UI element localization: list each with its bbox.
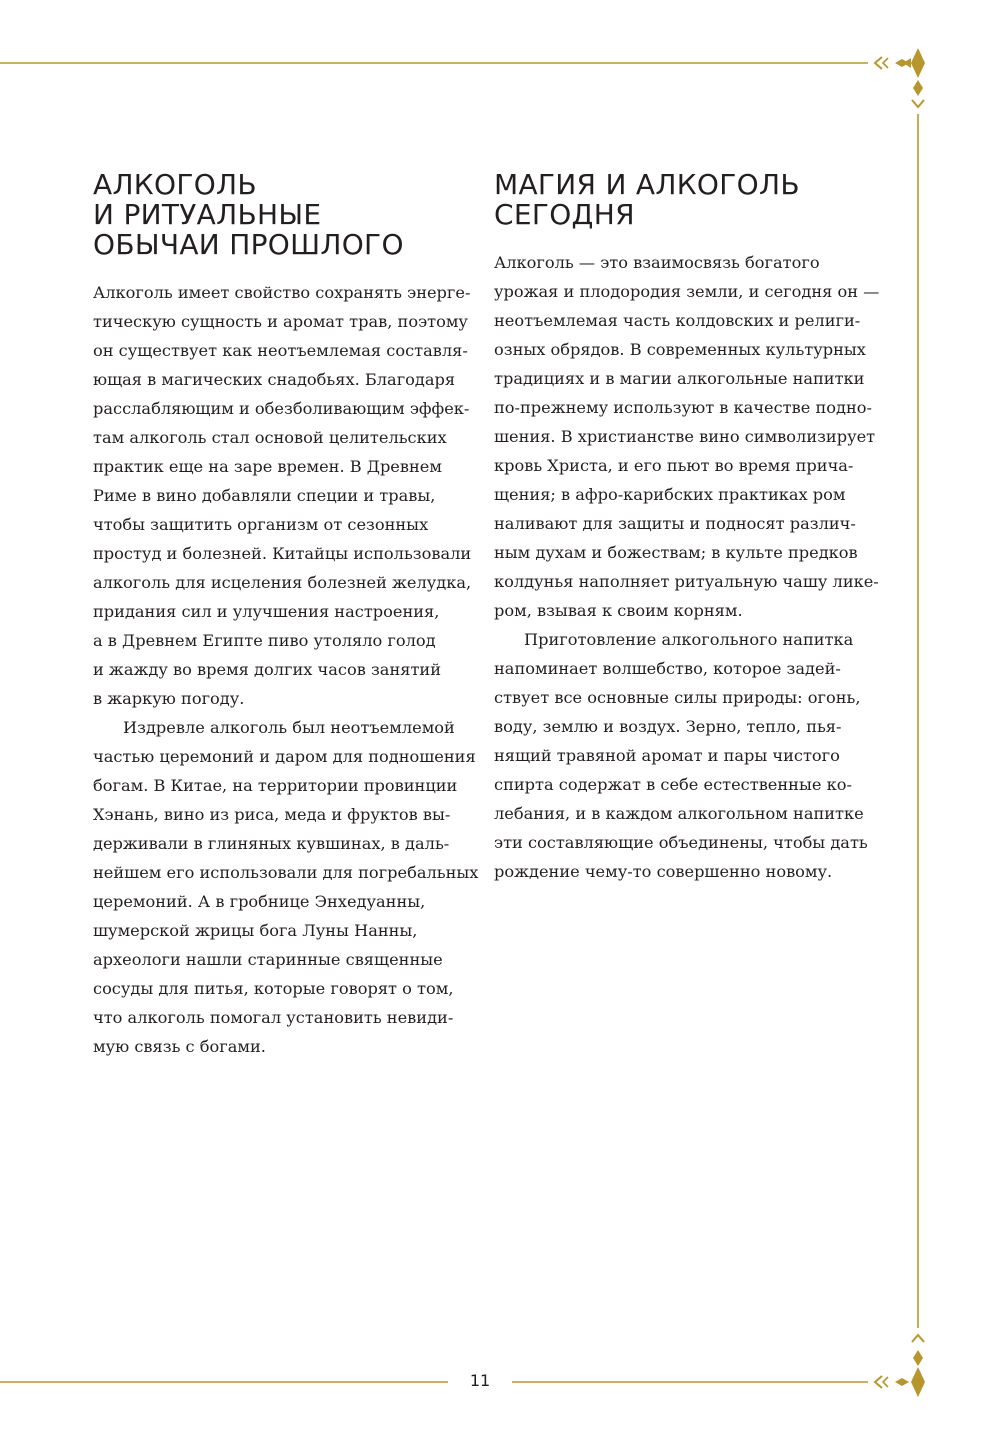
text-line: колдунья наполняет ритуальную чашу ликe-	[494, 572, 879, 591]
text-line: простуд и болезней. Китайцы использовали	[93, 544, 472, 563]
text-line: тическую сущность и аромат трав, поэтому	[93, 312, 468, 331]
left-column	[93, 168, 479, 1061]
text-line: кровь Христа, и его пьют во время прича-	[494, 456, 854, 475]
page-number: 11	[469, 1371, 491, 1390]
text-line: там алкоголь стал основой целительских	[93, 428, 447, 447]
right-heading	[494, 170, 874, 230]
text-line: неотъемлемая часть колдовских и религи-	[494, 311, 861, 330]
text-line: воду, землю и воздух. Зерно, тепло, пья-	[494, 717, 842, 736]
text-line: традициях и в магии алкогольные напитки	[494, 369, 865, 388]
text-line: Издревле алкоголь был неотъемлемой	[123, 718, 455, 737]
left-paragraph-2	[93, 713, 479, 1061]
right-paragraph-2	[494, 625, 874, 886]
text-line: алкоголь для исцеления болезней желудка,	[93, 573, 472, 592]
bottom-corner-diamond-icon	[911, 1367, 925, 1397]
text-line: напоминает волшебство, которое задей-	[494, 659, 841, 678]
right-top-chevron-icon	[912, 100, 924, 107]
text-line: Хэнань, вино из риса, меда и фруктов вы-	[93, 805, 451, 824]
text-line: нейшем его использовали для погребальных	[93, 863, 479, 882]
text-line: в жаркую погоду.	[93, 689, 245, 708]
text-line: Алкоголь имеет свойство сохранять энерге-	[93, 283, 471, 302]
bottom-chevron-icon	[875, 1376, 882, 1388]
right-paragraph-1	[494, 248, 880, 625]
left-heading-line: ОБЫЧАИ ПРОШЛОГО	[93, 228, 404, 261]
text-line: церемоний. А в гробнице Энхедуанны,	[93, 892, 426, 911]
right-top-diamond-icon	[913, 80, 923, 96]
text-line: шумерской жрицы бога Луны Нанны,	[93, 921, 418, 940]
text-line: расслабляющим и обезболивающим эффек-	[93, 399, 470, 418]
text-line: Риме в вино добавляли специи и травы,	[93, 486, 436, 505]
text-line: ром, взывая к своим корням.	[494, 601, 743, 620]
left-heading-line: И РИТУАЛЬНЫЕ	[93, 198, 322, 231]
text-line: археологи нашли старинные священные	[93, 950, 443, 969]
bottom-chevron-inner-icon	[883, 1377, 888, 1387]
text-line: мую связь с богами.	[93, 1037, 266, 1056]
text-line: сосуды для питья, которые говорят о том,	[93, 979, 454, 998]
text-line: Алкоголь — это взаимосвязь богатого	[494, 253, 820, 272]
text-line: озных обрядов. В современных культурных	[494, 340, 866, 359]
text-line: щения; в афро-карибских практиках ром	[494, 485, 846, 504]
text-line: эти составляющие объединены, чтобы дать	[494, 833, 868, 852]
text-line: он существует как неотъемлемая составля-	[93, 341, 468, 360]
text-line: частью церемоний и даром для подношения	[93, 747, 476, 766]
left-heading-line: АЛКОГОЛЬ	[93, 168, 257, 201]
text-line: ным духам и божествам; в культе предков	[494, 543, 858, 562]
text-line: спирта содержат в себе естественные ко-	[494, 775, 852, 794]
text-line: нящий травяной аромат и пары чистого	[494, 746, 840, 765]
left-paragraph-1	[93, 278, 473, 713]
top-corner-diamond-icon	[911, 48, 925, 78]
text-line: ющая в магических снадобьях. Благодаря	[93, 370, 456, 389]
text-line: а в Древнем Египте пиво утоляло голод	[93, 631, 436, 650]
text-line: что алкоголь помогал установить невиди-	[93, 1008, 454, 1027]
left-heading	[93, 170, 473, 260]
right-bottom-chevron-icon	[912, 1335, 924, 1342]
text-line: практик еще на заре времен. В Древнем	[93, 457, 442, 476]
text-line: чтобы защитить организм от сезонных	[93, 515, 429, 534]
text-line: шения. В христианстве вино символизирует	[494, 427, 876, 446]
bottom-side-diamond-small-icon	[895, 1378, 909, 1386]
text-line: богам. В Китае, на территории провинции	[93, 776, 458, 795]
text-line: и жажду во время долгих часов занятий	[93, 660, 441, 679]
text-line: лебания, и в каждом алкогольном напитке	[494, 804, 864, 823]
text-line: придания сил и улучшения настроения,	[93, 602, 440, 621]
text-line: по-прежнему используют в качестве подно-	[494, 398, 872, 417]
text-line: наливают для защиты и подносят различ-	[494, 514, 856, 533]
right-column	[494, 168, 880, 886]
top-chevron-icon	[875, 57, 882, 69]
right-heading-line: СЕГОДНЯ	[494, 198, 635, 231]
text-line: держивали в глиняных кувшинах, в даль-	[93, 834, 450, 853]
top-side-diamond-small-icon	[895, 59, 909, 67]
right-heading-line: МАГИЯ И АЛКОГОЛЬ	[494, 168, 800, 201]
text-line: ствует все основные силы природы: огонь,	[494, 688, 861, 707]
text-line: урожая и плодородия земли, и сегодня он —	[494, 282, 880, 301]
text-line: Приготовление алкогольного напитка	[524, 630, 854, 649]
right-bottom-diamond-icon	[913, 1350, 923, 1366]
top-chevron-inner-icon	[883, 58, 888, 68]
text-line: рождение чему-то совершенно новому.	[494, 862, 833, 881]
